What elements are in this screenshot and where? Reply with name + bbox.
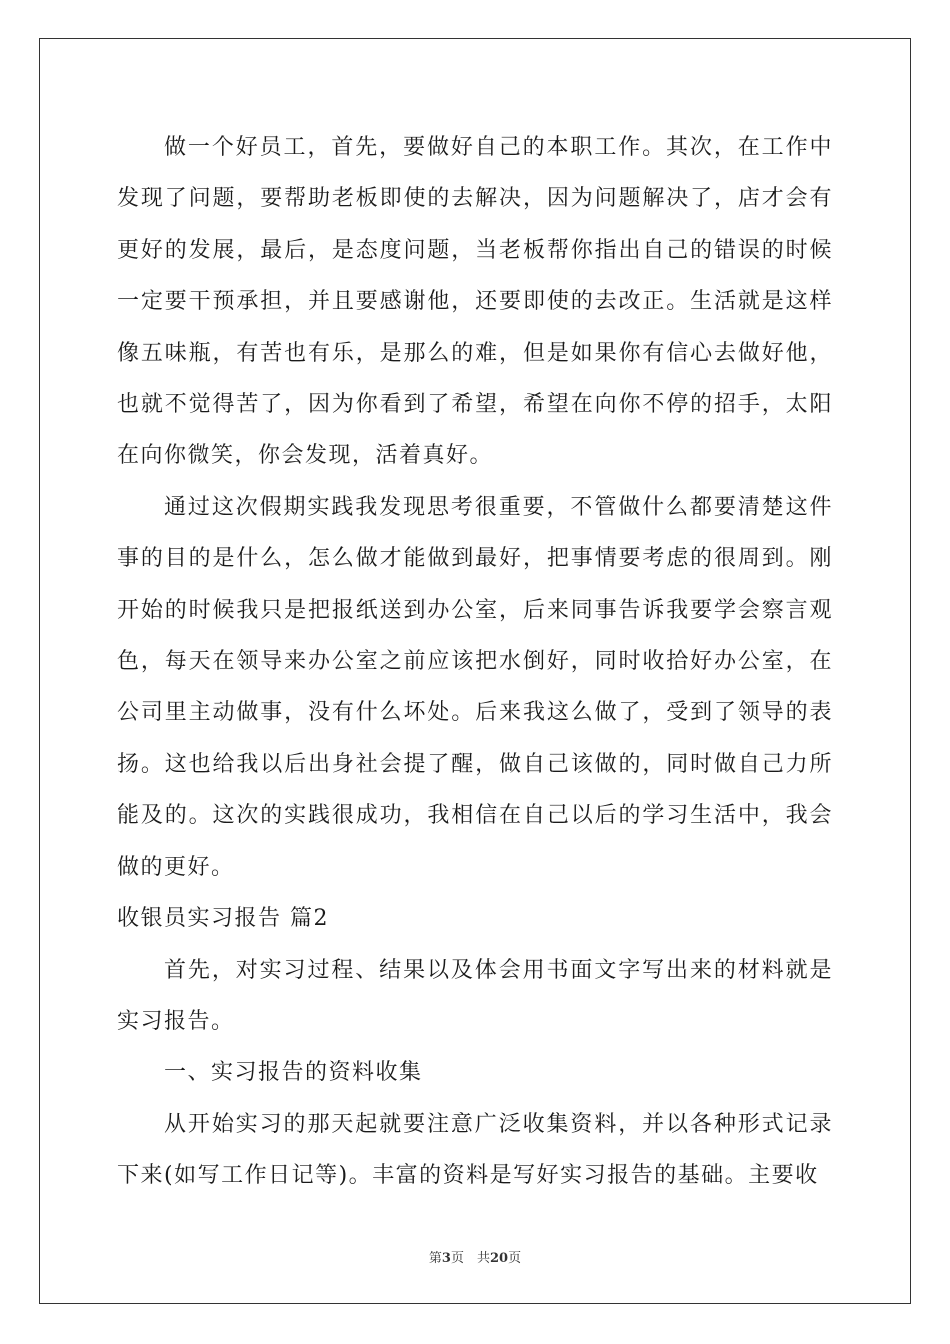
document-body: [117, 122, 833, 1202]
subheading: 一、实习报告的资料收集: [164, 1060, 423, 1086]
paragraph: 首先，对实习过程、结果以及体会用书面文字写出来的材料就是实习报告。: [117, 957, 833, 1034]
section-heading: 收银员实习报告 篇2: [117, 906, 329, 932]
page-suffix: 页: [508, 1251, 522, 1266]
page-total: 20: [489, 1251, 509, 1266]
paragraph: 做一个好员工，首先，要做好自己的本职工作。其次，在工作中发现了问题，要帮助老板即使的去解决，因为问题解决了，店才会有更好的发展，最后，是态度问题，当老板帮你指出自己的错误的时候一定要干预承担，并且要感谢他，还要即使的去改正。生活就是这样像五味瓶，有苦也有乐，是那么的难，但是如果你有信心去做好他，也就不觉得苦了，因为你看到了希望，希望在向你不停的招手，太阳在向你微笑，你会发现，活着真好。: [117, 135, 833, 469]
paragraph: 通过这次假期实践我发现思考很重要，不管做什么都要清楚这件事的目的是什么，怎么做才能做到最好，把事情要考虑的很周到。刚开始的时候我只是把报纸送到办公室，后来同事告诉我要学会察言观色，每天在领导来办公室之前应该把水倒好，同时收拾好办公室，在公司里主动做事，没有什么坏处。后来我这么做了，受到了领导的表扬。这也给我以后出身社会提了醒，做自己该做的，同时做自己力所能及的。这次的实践很成功，我相信在自己以后的学习生活中，我会做的更好。: [117, 494, 833, 880]
page-mid: 页 共: [450, 1251, 490, 1266]
paragraph: 从开始实习的那天起就要注意广泛收集资料，并以各种形式记录下来(如写工作日记等)。丰富的资料是写好实习报告的基础。主要收: [117, 1111, 833, 1189]
page-prefix: 第: [428, 1251, 442, 1266]
page-footer: [0, 1247, 950, 1266]
page-current: 3: [441, 1251, 451, 1266]
